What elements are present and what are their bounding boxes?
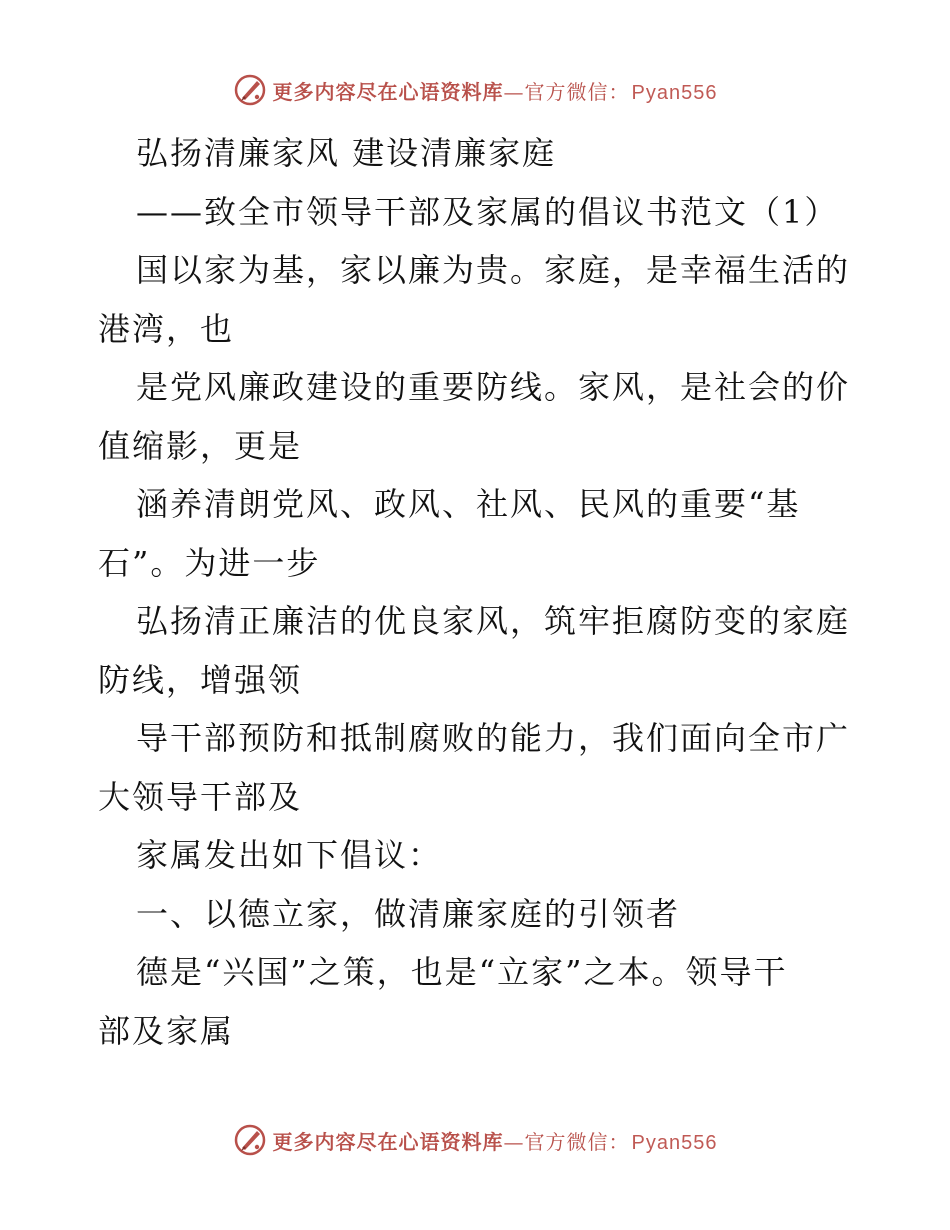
paragraph-line: 弘扬清正廉洁的优良家风，筑牢拒腐防变的家庭: [136, 602, 851, 640]
paragraph-line: 家属发出如下倡议：: [136, 836, 443, 874]
document-body: [98, 124, 858, 1060]
paragraph-line: 导干部预防和抵制腐败的能力，我们面向全市广: [136, 719, 851, 757]
paragraph-line: 防线，增强领: [98, 660, 303, 699]
footer-watermark-banner: [0, 1120, 950, 1160]
paragraph-line: 是党风廉政建设的重要防线。家风，是社会的价: [136, 368, 851, 406]
banner-wechat-label: 官方微信：: [524, 1129, 630, 1154]
quill-pen-logo-icon: [233, 73, 267, 107]
paragraph-line: 港湾，也: [98, 309, 235, 348]
banner-wechat-id: Pyan556: [631, 1131, 718, 1154]
document-title: 弘扬清廉家风 建设清廉家庭: [136, 134, 557, 172]
banner-wechat-id: Pyan556: [631, 81, 718, 104]
paragraph-line: 国以家为基，家以廉为贵。家庭，是幸福生活的: [136, 251, 851, 289]
banner-wechat-label: 官方微信：: [524, 79, 630, 104]
paragraph-line: 大领导干部及: [98, 777, 303, 816]
paragraph-line: 德是“兴国”之策，也是“立家”之本。领导干: [136, 953, 788, 991]
paragraph-line: 部及家属: [98, 1011, 235, 1050]
header-watermark-banner: [0, 70, 950, 110]
section-heading: 一、以德立家，做清廉家庭的引领者: [136, 894, 681, 933]
banner-site-name: 更多内容尽在心语资料库: [272, 79, 504, 104]
banner-site-name: 更多内容尽在心语资料库: [272, 1129, 504, 1154]
paragraph-line: 涵养清朗党风、政风、社风、民风的重要“基: [136, 485, 801, 523]
quill-pen-logo-icon: [233, 1123, 267, 1157]
paragraph-line: 石”。为进一步: [98, 543, 321, 582]
document-subtitle: ——致全市领导干部及家属的倡议书范文（1）: [136, 192, 839, 231]
paragraph-line: 值缩影，更是: [98, 426, 303, 465]
banner-dash: —: [503, 1129, 525, 1154]
banner-dash: —: [503, 79, 525, 104]
